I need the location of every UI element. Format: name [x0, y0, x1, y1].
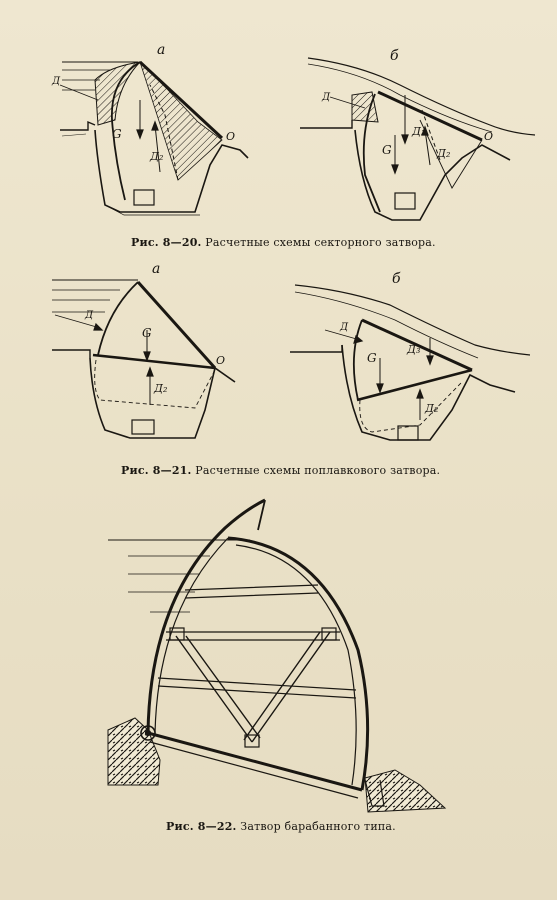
fig-8-21-a [52, 280, 235, 438]
fig-8-21-a-letter: а [152, 261, 161, 277]
fig-8-20-a-label-o: О [226, 130, 236, 143]
fig-8-20-a-letter: а [157, 42, 166, 58]
figure-caption-8-20 [131, 236, 436, 249]
fig-8-20-a-label-d: Д [52, 76, 61, 87]
figure-caption-8-22 [166, 820, 396, 833]
figure-title: Затвор барабанного типа. [240, 820, 396, 833]
fig-8-20-a [60, 62, 248, 215]
fig-8-22-drum-gate [108, 500, 445, 812]
fig-8-21-a-label-d: Д [85, 310, 94, 321]
figure-number: Рис. 8—20. [131, 236, 202, 249]
figure-title: Расчетные схемы поплавкового затвора. [195, 464, 441, 477]
fig-8-20-b [300, 58, 535, 220]
fig-8-21-b-label-d3: Д₃ [407, 343, 421, 356]
fig-8-21-b [290, 285, 530, 440]
fig-8-21-a-label-o: О [216, 354, 226, 367]
fig-8-20-b-label-o: О [484, 130, 494, 143]
figure-number: Рис. 8—22. [166, 820, 237, 833]
fig-8-20-b-letter: б [390, 48, 399, 64]
figure-number: Рис. 8—21. [121, 464, 192, 477]
fig-8-20-b-label-d: Д [322, 92, 331, 103]
fig-8-21-b-label-g: G [367, 351, 377, 365]
fig-8-21-a-label-g: G [142, 326, 152, 340]
fig-8-20-a-label-g: G [112, 127, 122, 141]
fig-8-21-a-label-d2: Д₂ [154, 382, 168, 395]
figure-caption-8-21 [121, 464, 440, 477]
fig-8-20-a-label-d2: Д₂ [150, 150, 164, 163]
fig-8-20-b-label-d2: Д₂ [437, 147, 451, 160]
fig-8-21-b-label-d: Д [340, 322, 349, 333]
fig-8-21-b-label-d2: Д₂ [425, 402, 439, 415]
fig-8-20-b-label-d3: Д₃ [412, 125, 426, 138]
fig-8-21-b-letter: б [392, 271, 401, 287]
figure-title: Расчетные схемы секторного затвора. [205, 236, 436, 249]
fig-8-20-b-label-g: G [382, 143, 392, 157]
